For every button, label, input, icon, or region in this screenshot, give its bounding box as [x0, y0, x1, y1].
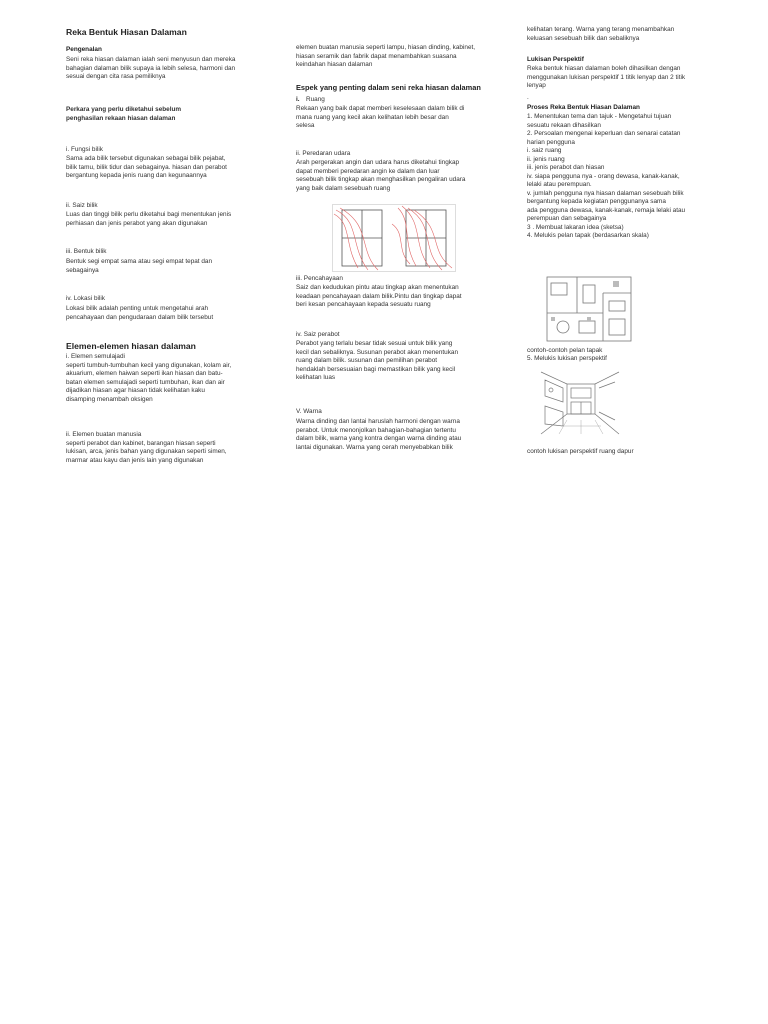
bentuk-heading: iii. Bentuk bilik — [66, 248, 107, 255]
warna-heading: V. Warna — [296, 408, 322, 415]
pencahayaan-body: Saiz dan kedudukan pintu atau tingkap akan menentukan keadaan pencahayaan dalam bilik.Pintu dan tingkap dapat beri kesan pencahayaan kepada sesuatu ruang — [296, 284, 462, 308]
ruang-heading: Ruang — [306, 96, 325, 103]
perabot-body: Perabot yang terlalu besar tidak sesuai untuk bilik yang kecil dan sebaliknya. Susunan perabot akan menentukan ruang dalam bilik. susunan dan pemilihan perabot hendaklah bersesuaian bagi memastikan bilik yang kecil kelihatan luas — [296, 340, 459, 381]
fungsi-heading: i. Fungsi bilik — [66, 146, 103, 153]
ruang-number: i. — [296, 96, 300, 103]
proses-body: 1. Menentukan tema dan tajuk - Mengetahui tujuan sesuatu rekaan dihasilkan 2. Persoalan mengenai keperluan dan senarai catatan harian pengguna i. saiz ruang ii. jenis ruang iii. jenis perabot dan hiasan iv. siapa pengguna nya - orang dewasa, kanak-kanak, lelaki atau perempuan. v. jumlah pengguna nya hiasan dalaman sesebuah bilik bergantung kepada kegiatan penggunanya sama ada pengguna dewasa, kanak-kanak, remaja lelaki atau perempuan dan sebagainya 3 . Membuat lakaran idea (sketsa) 4. Melukis pelan tapak (berdasarkan skala) — [527, 113, 686, 239]
col2-continuation: elemen buatan manusia seperti lampu, hiasan dinding, kabinet, hiasan seramik dan fabrik dapat menambahkan suasana keindahan hiasan dalaman — [296, 44, 476, 68]
perkara-heading: Perkara yang perlu diketahui sebelum penghasilan rekaan hiasan dalaman — [66, 106, 182, 122]
airflow-diagram — [332, 204, 456, 272]
doc-title: Reka Bentuk Hiasan Dalaman — [66, 27, 187, 37]
elemen-buatan: ii. Elemen buatan manusia seperti perabot dan kabinet, barangan hiasan seperti lukisan, arca, jenis bahan yang digunakan seperti simen, marmar atau kayu dan jenis lain yang digunakan — [66, 431, 227, 464]
saiz-heading: ii. Saiz bilik — [66, 202, 98, 209]
perabot-heading: iv. Saiz perabot — [296, 331, 340, 338]
elemen-heading: Elemen-elemen hiasan dalaman — [66, 341, 196, 351]
caption-perspektif-dapur: contoh lukisan perspektif ruang dapur — [527, 448, 634, 455]
separator-dot: . — [527, 94, 529, 101]
aspek-heading: Espek yang penting dalam seni reka hiasan dalaman — [296, 83, 481, 92]
lokasi-heading: iv. Lokasi bilik — [66, 295, 105, 302]
floor-plan-image — [543, 273, 635, 345]
lokasi-body: Lokasi bilik adalah penting untuk mengetahui arah pencahayaan dan pengudaraan dalam bilik tersebut — [66, 305, 214, 321]
step-5: 5. Melukis lukisan perspektif — [527, 355, 607, 362]
peredaran-heading: ii. Peredaran udara — [296, 150, 351, 157]
bentuk-body: Bentuk segi empat sama atau segi empat tepat dan sebagainya — [66, 258, 213, 274]
caption-pelan-tapak: contoh-contoh pelan tapak — [527, 347, 603, 354]
pencahayaan-heading: iii. Pencahayaan — [296, 275, 343, 282]
peredaran-body: Arah pergerakan angin dan udara harus diketahui tingkap dapat memberi peredaran angin ke dalam dan luar sesebuah bilik tingkap akan menghasilkan pengaliran udara yang baik dalam sesebuah ruang — [296, 159, 466, 192]
elemen-semulajadi: i. Elemen semulajadi seperti tumbuh-tumbuhan kecil yang digunakan, kolam air, akuarium, elemen haiwan seperti ikan hiasan dan batu- batan elemen semulajadi seperti tumbuhan, ikan dan air dijadikan hiasan agar hiasan tidak kelihatan kaku disamping menambah oksigen — [66, 353, 232, 403]
pengenalan-heading: Pengenalan — [66, 46, 102, 53]
pengenalan-body: Seni reka hiasan dalaman ialah seni menyusun dan mereka bahagian dalaman bilik supaya ia lebih selesa, harmoni dan sesuai dengan cita rasa pemiliknya — [66, 56, 236, 80]
proses-heading: Proses Reka Bentuk Hiasan Dalaman — [527, 104, 640, 111]
kitchen-perspective-image — [537, 368, 623, 438]
saiz-body: Luas dan tinggi bilik perlu diketahui bagi menentukan jenis perhiasan dan jenis perabot yang akan digunakan — [66, 211, 232, 227]
lukisan-heading: Lukisan Perspektif — [527, 56, 584, 63]
lukisan-body: Reka bentuk hiasan dalaman boleh dihasilkan dengan menggunakan lukisan perspektif 1 titik lenyap dan 2 titik lenyap — [527, 65, 686, 89]
warna-body: Warna dinding dan lantai haruslah harmoni dengan warna perabot. Untuk menonjolkan bahagian-bahagian tertentu dalam bilik, warna yang kontra dengan warna dinding atau lantai digunakan. Warna yang cerah menyebabkan bilik — [296, 418, 462, 451]
ruang-body: Rekaan yang baik dapat memberi keselesaan dalam bilik di mana ruang yang kecil akan kelihatan lebih besar dan selesa — [296, 105, 465, 129]
col3-continuation: kelihatan terang. Warna yang terang menambahkan keluasan sesebuah bilik dan sebaliknya — [527, 26, 675, 42]
fungsi-body: Sama ada bilik tersebut digunakan sebagai bilik pejabat, bilik tamu, bilik tidur dan sebagainya. hiasan dan perabot bergantung kepada jenis ruang dan kegunaannya — [66, 155, 227, 179]
